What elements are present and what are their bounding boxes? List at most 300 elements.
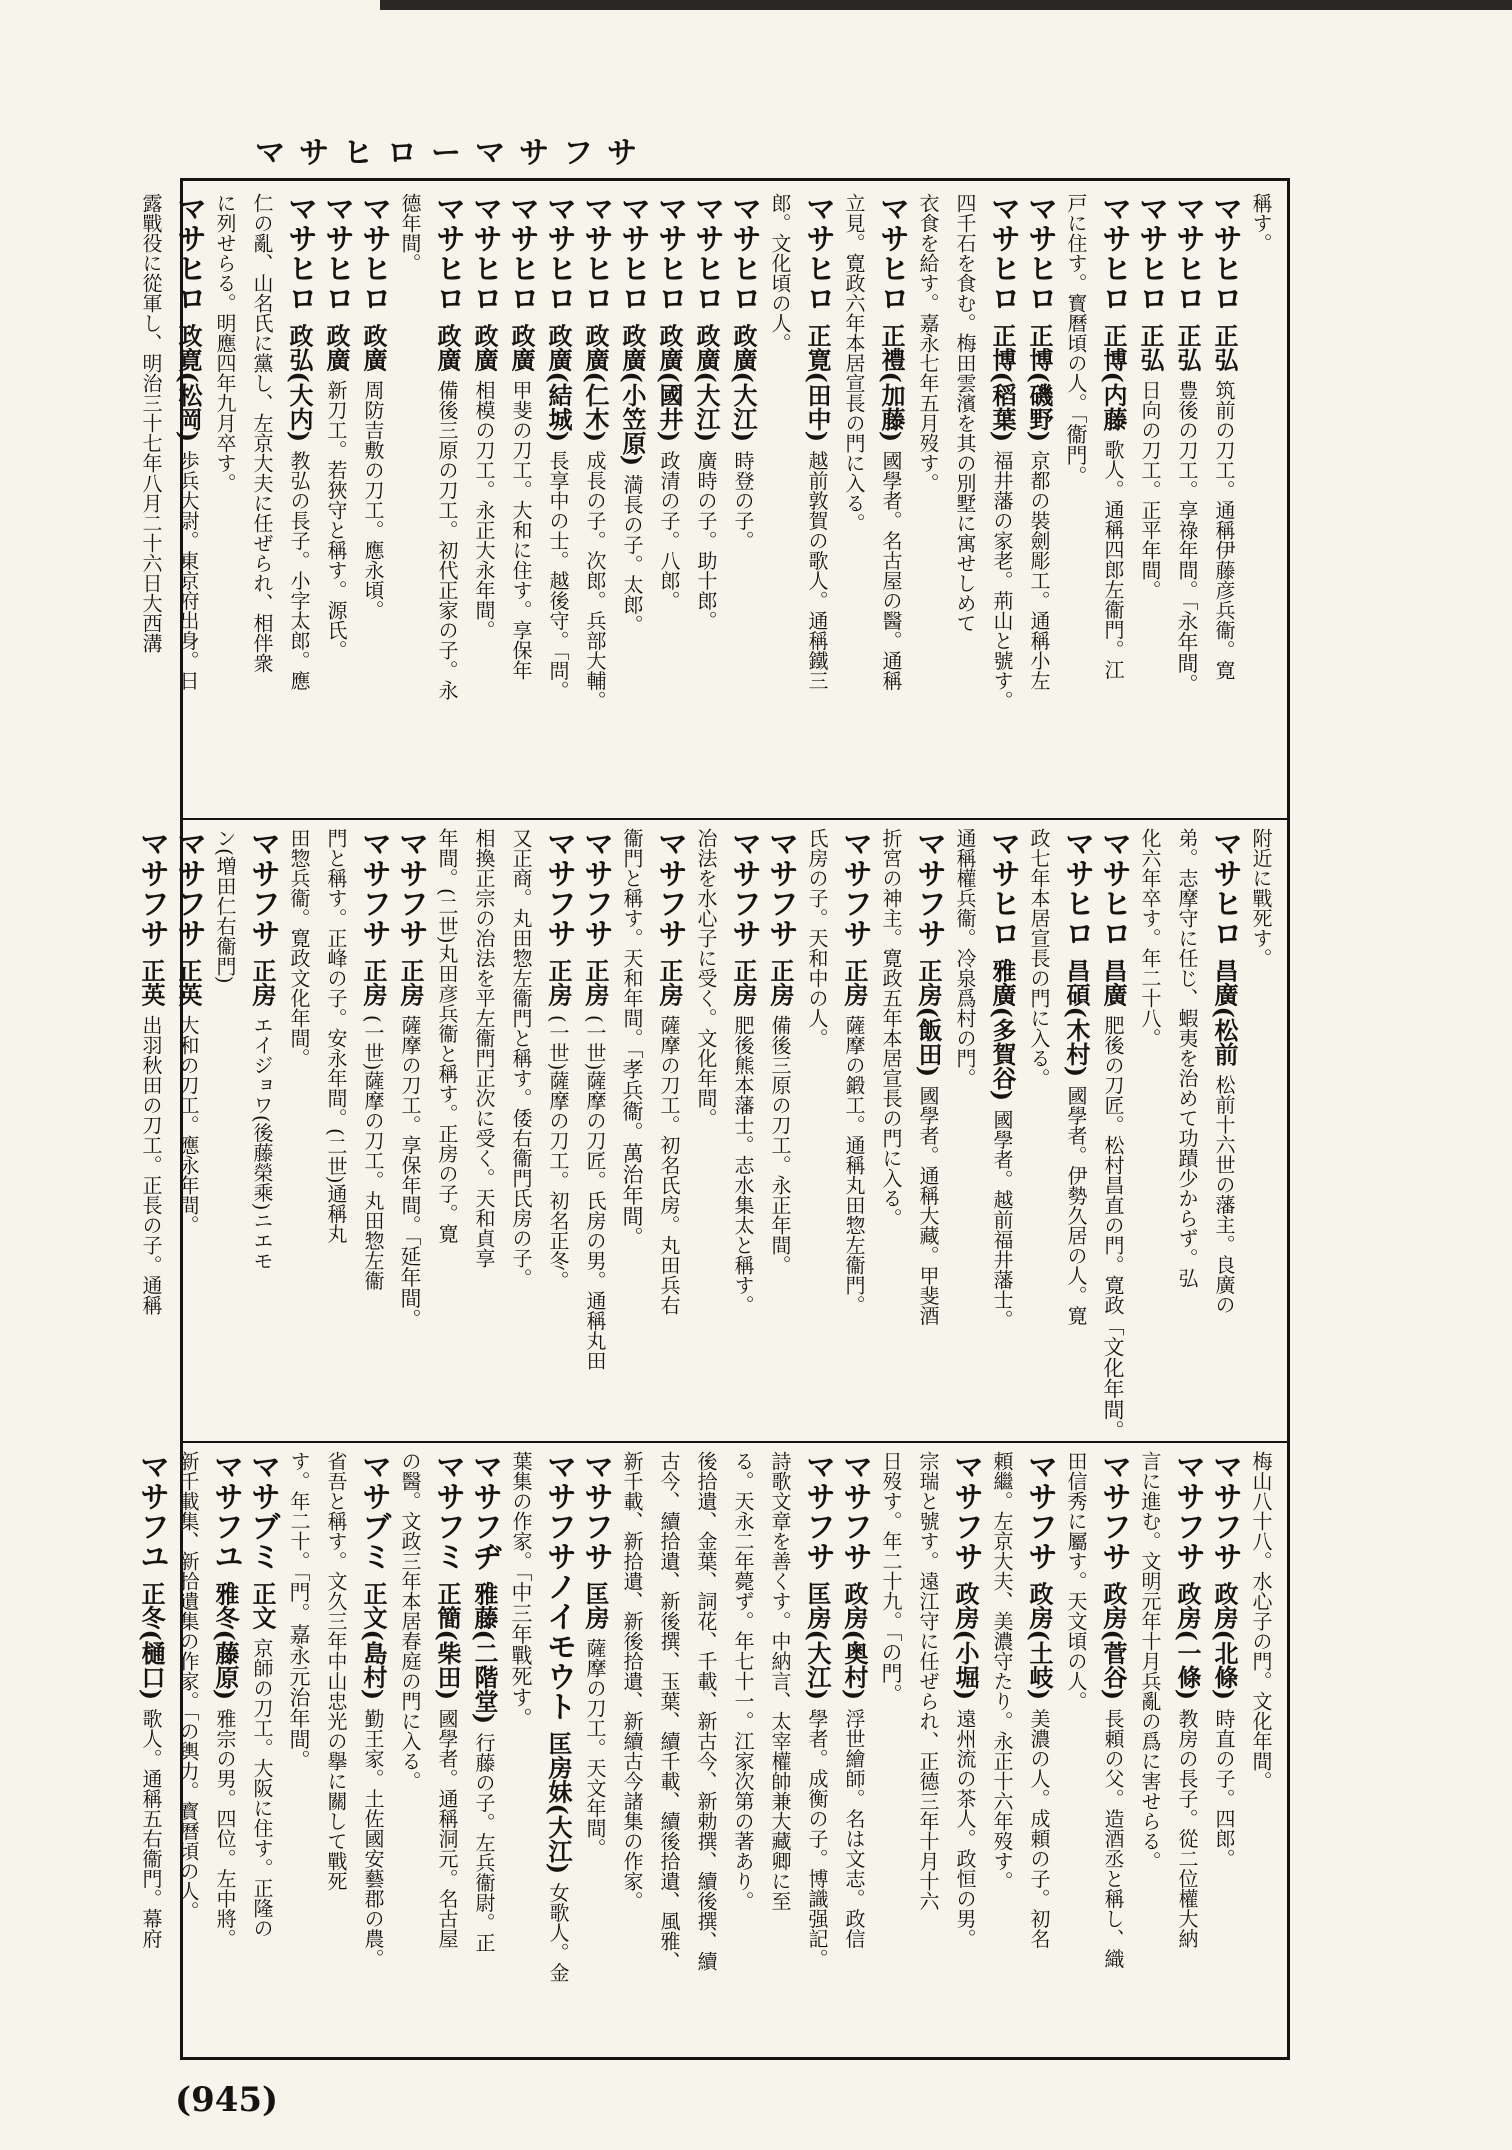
entry-kana: マサフユ [208,1451,243,1582]
entry-name: 昌碩(木村) [1062,958,1091,1086]
entry-kana: マサヒロ [319,193,354,324]
entry-name: 正簡(柴田) [433,1581,462,1709]
continuation-line [616,828,648,1434]
band-divider [183,1441,1287,1443]
entry-line [1171,193,1203,811]
entry-name: 政廣(大江) [692,323,721,451]
entry-description: 國學者。通稱洞元。名古屋 [435,1708,459,1949]
entry-description: 立見。寛政六年本居宣長の門に入る。 [842,193,866,533]
continuation-line [986,1451,1018,2049]
entry-description: 遠州流の茶人。政恒の男。 [953,1708,977,1949]
entry-description: 京都の裝劍彫工。通稱小左 [1027,450,1051,691]
entry-description: 政清の子。八郎。 [657,450,681,611]
entry-name: 雅廣(多賀谷) [988,958,1017,1110]
entry-description: 政七年本居宣長の門に入る。 [1027,828,1051,1088]
entry-description: 歩兵大尉。東京府出身。日 [176,450,200,691]
entry-kana: マサヒロ [800,193,835,324]
entry-kana: マサヒロ [541,193,576,324]
entry-description: 長頼の父。造酒丞と稱し、織 [1101,1708,1125,1969]
entry-kana: マサフサ [1207,1451,1242,1582]
entry-description: 稱す。 [1249,193,1273,253]
line-fragment: 「衞門。 [1064,413,1088,487]
entry-description: (一世)薩摩の刀工。丸田惣左衞 [361,1014,385,1291]
entry-kana: マサフサ [171,828,206,959]
entry-line [542,193,574,811]
entry-description: 露戰役に從軍し、明治三十七年八月二十六日大西溝 [139,193,163,653]
entry-description: 國學者。越前福井藩士。 [990,1109,1014,1330]
entry-line [246,1451,278,2049]
entry-name: 正房 [544,958,573,1015]
entry-kana: マサフサ [134,828,169,959]
entry-description: 歌人。通稱四郎左衞門。江 [1101,439,1125,680]
continuation-line [283,1451,315,2049]
continuation-line [949,828,981,1434]
entry-description: 國學者。通稱大藏。甲斐酒 [916,1085,940,1326]
entry-description: 浮世繪師。名は文志。政信 [842,1708,866,1949]
entry-description: 廣時の子。助十郎。 [694,450,718,631]
entry-kana: マサフサ [1170,1451,1205,1582]
line-fragment: 「の門。 [879,1631,903,1705]
entry-description: 教房の長子。從二位權大納 [1175,1708,1199,1949]
continuation-line [690,828,722,1434]
continuation-line [505,1451,537,2049]
entry-line [986,193,1018,811]
entry-description: 薩摩の刀工。天文年間。 [583,1637,607,1858]
entry-description: 薩摩の刀工。初名氏房。丸田兵右 [657,1014,681,1315]
continuation-line [431,828,463,1434]
entry-kana: マサヒロ [504,193,539,324]
continuation-line [246,193,278,811]
entry-kana: マサヒロ [1133,193,1168,324]
entry-name: 正房 [581,958,610,1015]
entry-kana: マサフユ [134,1451,169,1582]
entry-description: 詩歌文章を善くす。中納言、太宰權帥兼大藏卿に至 [768,1451,792,1911]
entry-description: 四千石を食む。梅田雲濱を其の別墅に寓せしめて [953,193,977,633]
entry-kana: マサブミ [245,1451,280,1582]
entry-description: 筑前の刀工。通稱伊藤彦兵衞。寛 [1212,379,1236,680]
entry-description: (一世)薩摩の刀匠。氏房の男。通稱丸田 [583,1014,607,1371]
entry-description: 新千載、新拾遺、新後拾遺、新續古今諸集の作家。 [620,1451,644,1911]
entry-kana: マサヒロ [1022,193,1057,324]
line-fragment: 「孝兵衞。萬治年間。 [620,1048,644,1248]
entry-description: 出羽秋田の刀工。正長の子。通稱 [139,1014,163,1315]
entry-line [1096,828,1131,1441]
entry-description: の醫。文政三年本居春庭の門に入る。 [398,1451,422,1791]
entry-name: 正寛(田中) [803,323,832,451]
entry-name: 正博(稻葉) [988,323,1017,451]
entry-name: 匡房妹(大江) [544,1731,573,1883]
entry-name: 政房(菅谷) [1099,1581,1128,1709]
entry-kana: マサヒロ [578,193,613,324]
entry-line [320,193,352,811]
continuation-line [764,1451,796,2049]
entry-name: 正房 [655,958,684,1015]
entry-kana: マサフサ [1022,1451,1057,1582]
entry-kana: マサフサ [763,828,798,959]
entry-name: 政寛(松岡) [174,323,203,451]
continuation-line [172,1451,204,2049]
entry-kana: マサヒロ [615,193,650,324]
entry-description: 越前敦賀の歌人。通稱鐵三 [805,450,829,691]
entry-description: 教弘の長子。小字太郎。應 [287,450,311,691]
entry-name: 正英 [137,958,166,1015]
entry-kana: マサフサ [578,828,613,959]
entry-description: 美濃の人。成頼の子。初名 [1027,1708,1051,1949]
entry-kana: マサフサ [837,1451,872,1582]
entry-kana: マサヒロ [356,193,391,324]
entry-kana: マサヒロ [282,193,317,324]
entry-description: 相換正宗の冶法を平左衞門正次に受く。天和貞享 [472,828,496,1268]
entry-line [579,828,611,1434]
entry-kana: マサフサ [948,1451,983,1582]
continuation-line [1245,828,1277,1434]
entry-line [1060,828,1092,1434]
continuation-line [468,828,500,1434]
text-band-top [139,193,1277,811]
entry-description: 頼繼。左京大夫、美濃守たり。永正十六年歿す。 [990,1451,1014,1891]
entry-kana: マサヒロ [1096,828,1131,959]
entry-name: 正博(内藤 [1099,323,1128,440]
entry-kana: マサフサ [800,1451,835,1582]
entry-description: 折宮の神主。寛政五年本居宣長の門に入る。 [879,828,903,1228]
entry-kana: マサヒロ [1059,828,1094,959]
entry-name: 雅藤(二階堂) [470,1581,499,1733]
entry-line [727,193,759,811]
entry-description: 年間。(二世)丸田彦兵衞と稱す。正房の子。寛 [435,828,459,1244]
entry-kana: マサヒロ [467,193,502,324]
entry-line [135,1451,167,2049]
line-fragment: 「延年間。 [398,1234,422,1330]
entry-description: 氏房の子。天和中の人。 [805,828,829,1048]
continuation-line [727,1451,759,2049]
entry-kana: マサフサ [652,828,687,959]
entry-kana: マサヒロ [430,193,465,324]
entry-name: 正弘 [1173,323,1202,380]
entry-description: 歌人。通稱五右衞門。幕府 [139,1708,163,1949]
text-band-bottom [134,1451,1277,2049]
entry-description: 雅宗の男。四位。左中將。 [213,1708,237,1949]
entry-description: 備後三原の刀工。永正年間。 [768,1014,792,1275]
entry-line [431,193,463,811]
entry-description: 田惣兵衞。寛政文化年間。 [287,828,311,1068]
entry-description: る。天永二年薨ず。年七十一。江家次第の著あり。 [731,1451,755,1911]
entry-kana: マサヒロ [171,193,206,324]
entry-kana: マサフサ [726,828,761,959]
entry-name: 正房(飯田) [914,958,943,1086]
continuation-line [505,828,537,1434]
page-header: マサヒローマサフサ [255,136,651,171]
entry-name: 政房(一條) [1173,1581,1202,1709]
continuation-line [764,193,796,811]
entry-line [209,1451,241,2049]
entry-description: 仁の亂、山名氏に黨し、左京大夫に任ぜられ、相伴衆 [250,193,274,673]
entry-kana: マサフサ [356,828,391,959]
entry-name: 正房 [248,958,277,1015]
entry-description: す。年二十。 [287,1451,311,1571]
entry-kana: マサヒロ [1096,193,1131,324]
band-divider [183,818,1287,820]
entry-description: 相模の刀工。永正大永年間。 [472,379,496,640]
entry-name: 政廣 [359,323,388,380]
entry-line [727,828,759,1434]
entry-line [949,1451,981,2049]
entry-line [357,193,389,811]
entry-line [986,828,1018,1434]
entry-description: 附近に戰死す。 [1249,828,1273,968]
entry-name: 正弘 [1210,323,1239,380]
entry-description: 後拾遺、金葉、詞花、千載、新古今、新勅撰、續後撰、續 [694,1451,718,1971]
entry-name: 正禮(加藤) [877,323,906,451]
entry-description: 新千載集、新拾遺集の作家。「の輿力。寳曆頃の人。 [176,1451,200,1921]
entry-line [579,1451,611,2049]
entry-name: 正房 [729,958,758,1015]
continuation-line [838,193,870,811]
entry-description: 備後三原の刀工。初代正家の子。永 [435,379,459,700]
line-fragment: 「中三年戰死す。 [509,1571,533,1729]
entry-description: 豊後の刀工。享祿年間。 [1175,379,1199,600]
entry-name: 政廣 [470,323,499,380]
entry-name: 昌廣 [1099,958,1128,1015]
entry-line [505,193,537,811]
entry-description: 通稱權兵衞。冷泉爲村の門。 [953,828,977,1088]
entry-line [283,193,315,811]
continuation-line [653,1451,685,2049]
entry-description: 勤王家。土佐國安藝郡の農。 [361,1708,385,1969]
entry-description: 國學者。伊勢久居の人。寛 [1064,1085,1088,1326]
entry-name: 政房(北條) [1210,1581,1239,1709]
entry-description: 學者。成衡の子。博識强記。 [805,1708,829,1969]
continuation-line [1060,193,1092,811]
entry-description: 成長の子。次郎。兵部大輔。 [583,450,607,711]
entry-name: 正房 [396,958,425,1015]
entry-line [542,1451,574,2049]
entry-description: 化六年卒す。年二十八。 [1138,828,1162,1048]
entry-name: 政廣(仁木) [581,323,610,451]
entry-line [1097,1451,1129,2049]
entry-line [579,193,611,811]
entry-line [246,828,278,1434]
entry-description: 時登の子。 [731,450,755,551]
entry-line [1023,1451,1055,2049]
entry-description: 國學者。名古屋の醫。通稱 [879,450,903,691]
entry-kana: マサヒロ [985,193,1020,324]
entry-description: 言に進む。文明元年十月兵亂の爲に害せらる。 [1138,1451,1162,1871]
continuation-line [1060,1451,1092,2049]
entry-line [431,1451,463,2049]
entry-description: 古今、續拾遺、新後撰、玉葉、續千載、續後拾遺、風雅、 [657,1451,681,1971]
entry-description: 京師の刀工。大阪に住す。正隆の [250,1637,274,1938]
entry-description: 新刀工。若狹守と稱す。源氏。 [324,379,348,660]
entry-line [875,193,907,811]
entry-description: 周防吉敷の刀工。應永頃。 [361,379,385,620]
entry-description: 肥後の刀匠。松村昌直の門。寛政 [1101,1014,1125,1315]
entry-description: に列せらる。明應四年九月卒す。 [213,193,237,493]
entry-name: 正文 [248,1581,277,1638]
entry-name: 正文(島村) [359,1581,388,1709]
entry-line [616,193,648,811]
entry-line [801,193,833,811]
entry-description: 肥後熊本藩士。志水集太と稱す。 [731,1014,755,1315]
entry-description: 葉集の作家。 [509,1451,533,1571]
entry-kana: マサフミ [430,1451,465,1582]
entry-name: 正房 [359,958,388,1015]
line-fragment: 「門。嘉永元治年間。 [287,1571,311,1771]
entry-description: 行藤の子。左兵衞尉。正 [472,1732,496,1953]
continuation-line [949,193,981,811]
entry-description: 弟。志摩守に任じ、蝦夷を治めて功蹟少からず。弘 [1175,828,1199,1288]
continuation-line [875,828,907,1434]
entry-name: 政弘(大内) [285,323,314,451]
entry-name: 正房 [840,958,869,1015]
entry-name: 正弘 [1136,323,1165,380]
entry-kana: マサフサ [541,828,576,959]
entry-name: 昌廣(松前 [1210,958,1239,1075]
entry-description: 甲斐の刀工。大和に住す。享保年 [509,379,533,680]
continuation-line [394,1451,426,2049]
text-band-middle [134,828,1277,1441]
entry-description: 日向の刀工。正平年間。 [1138,379,1162,600]
entry-line [801,1451,833,2049]
entry-description: 福井藩の家老。荊山と號す。 [990,450,1014,711]
entry-line [838,1451,870,2049]
continuation-line [912,1451,944,2049]
entry-description: (一世)薩摩の刀工。初名正冬。 [546,1014,570,1291]
entry-line [1208,1451,1240,2049]
entry-line [653,193,685,811]
entry-description: 省吾と稱す。文久三年中山忠光の擧に關して戰死 [324,1451,348,1891]
entry-description: 衞門と稱す。天和年間。 [620,828,644,1048]
entry-description: 宗瑞と號す。遠江守に任ぜられ、正德三年十月十六 [916,1451,940,1911]
entry-kana: マサフサ [911,828,946,959]
entry-line [838,828,870,1434]
entry-line [653,828,685,1434]
entry-kana: マサヒロ [689,193,724,324]
continuation-line [209,828,241,1434]
entry-line [1097,193,1129,811]
entry-line [468,1451,500,2049]
continuation-line [801,828,833,1434]
entry-line [764,828,796,1434]
entry-line [690,193,722,811]
entry-description: 戸に住す。寳曆頃の人。 [1064,193,1088,413]
entry-description: 門と稱す。正峰の子。安永年間。(二世)通稱丸 [324,828,348,1244]
entry-name: 正博(磯野) [1025,323,1054,451]
page-number: (945) [175,2080,279,2120]
entry-line [1171,1451,1203,2049]
entry-kana: マサヒロ [1207,828,1242,959]
entry-kana: マサフサ [1096,1451,1131,1582]
continuation-line [1245,1451,1277,2049]
entry-description: 時直の子。四郎。 [1212,1708,1236,1869]
continuation-line [1134,828,1166,1434]
continuation-line [135,193,167,811]
entry-line [1134,193,1166,811]
entry-description: 又正商。丸田惣左衞門と稱す。倭右衞門氏房の子。 [509,828,533,1288]
continuation-line [1134,1451,1166,2049]
entry-line [468,193,500,811]
entry-line [135,828,167,1434]
text-frame [134,178,1290,2060]
entry-name: 政房(土岐) [1025,1581,1054,1709]
top-edge-bar [380,0,1512,10]
continuation-line [875,1451,907,2049]
entry-description: ン(増田仁右衞門) [213,828,237,984]
entry-name: 政房(奥村) [840,1581,869,1709]
entry-description: 薩摩の鍛工。通稱丸田惣左衞門。 [842,1014,866,1315]
entry-description: 冶法を水心子に受く。文化年間。 [694,828,718,1128]
entry-description: 薩摩の刀工。享保年間。 [398,1014,422,1235]
entry-name: 匡房(大江) [803,1581,832,1709]
entry-kana: マサブミ [356,1451,391,1582]
entry-line [394,828,426,1434]
entry-line [912,828,944,1434]
line-fragment: 「永年間。 [1175,599,1199,695]
entry-kana: マサヒロ [1170,193,1205,324]
entry-line [357,1451,389,2049]
continuation-line [209,193,241,811]
entry-description: 田信秀に屬す。天文頃の人。 [1064,1451,1088,1711]
entry-kana: マサフサ [578,1451,613,1582]
entry-kana: マサフヂ [467,1451,502,1582]
entry-description: 大和の刀工。應永年間。 [176,1014,200,1235]
entry-line [172,828,204,1434]
entry-name: 政廣(小笠原) [618,323,647,475]
line-fragment: 「文化年間。 [1101,1314,1125,1441]
entry-line [1023,193,1055,811]
entry-description: エイジョワ(後藤榮乘)ニエモ [250,1014,274,1271]
entry-line [357,828,389,1434]
entry-description: 女歌人。金 [546,1882,570,1983]
entry-kana: マサフサ [837,828,872,959]
entry-kana: マサヒロ [726,193,761,324]
continuation-line [320,828,352,1434]
entry-kana: マサヒロ [652,193,687,324]
continuation-line [283,828,315,1434]
entry-name: 雅冬(藤原) [211,1581,240,1709]
entry-description: 長享中の士。越後守。「問。 [546,450,570,701]
entry-description: 衣食を給す。嘉永七年五月歿す。 [916,193,940,493]
continuation-line [912,193,944,811]
entry-description: 松前十六世の藩主。良廣の [1212,1074,1236,1315]
entry-kana: マサフサ [393,828,428,959]
entry-kana: マサヒロ [985,828,1020,959]
continuation-line [616,1451,648,2049]
continuation-line [1245,193,1277,811]
entry-name: 政廣(結城) [544,323,573,451]
entry-name: 正房 [766,958,795,1015]
entry-name: 政廣 [322,323,351,380]
entry-description: 梅山八十八。水心子の門。文化年間。 [1249,1451,1273,1791]
continuation-line [690,1451,722,2049]
continuation-line [320,1451,352,2049]
entry-name: 匡房 [581,1581,610,1638]
entry-name: 政廣(大江) [729,323,758,451]
entry-description: 日歿す。年二十九。 [879,1451,903,1631]
entry-line [172,193,204,811]
continuation-line [394,193,426,811]
entry-name: 政廣 [507,323,536,380]
entry-name: 政廣 [433,323,462,380]
entry-name: 正英 [174,958,203,1015]
entry-kana: マサフサ [245,828,280,959]
entry-kana: マサヒロ [1207,193,1242,324]
entry-description: 満長の子。太郎。 [620,474,644,635]
entry-description: 德年間。 [398,193,422,273]
entry-name: 政房(小堀) [951,1581,980,1709]
continuation-line [1171,828,1203,1434]
entry-line [1208,193,1240,811]
entry-name: 政廣(國井) [655,323,684,451]
